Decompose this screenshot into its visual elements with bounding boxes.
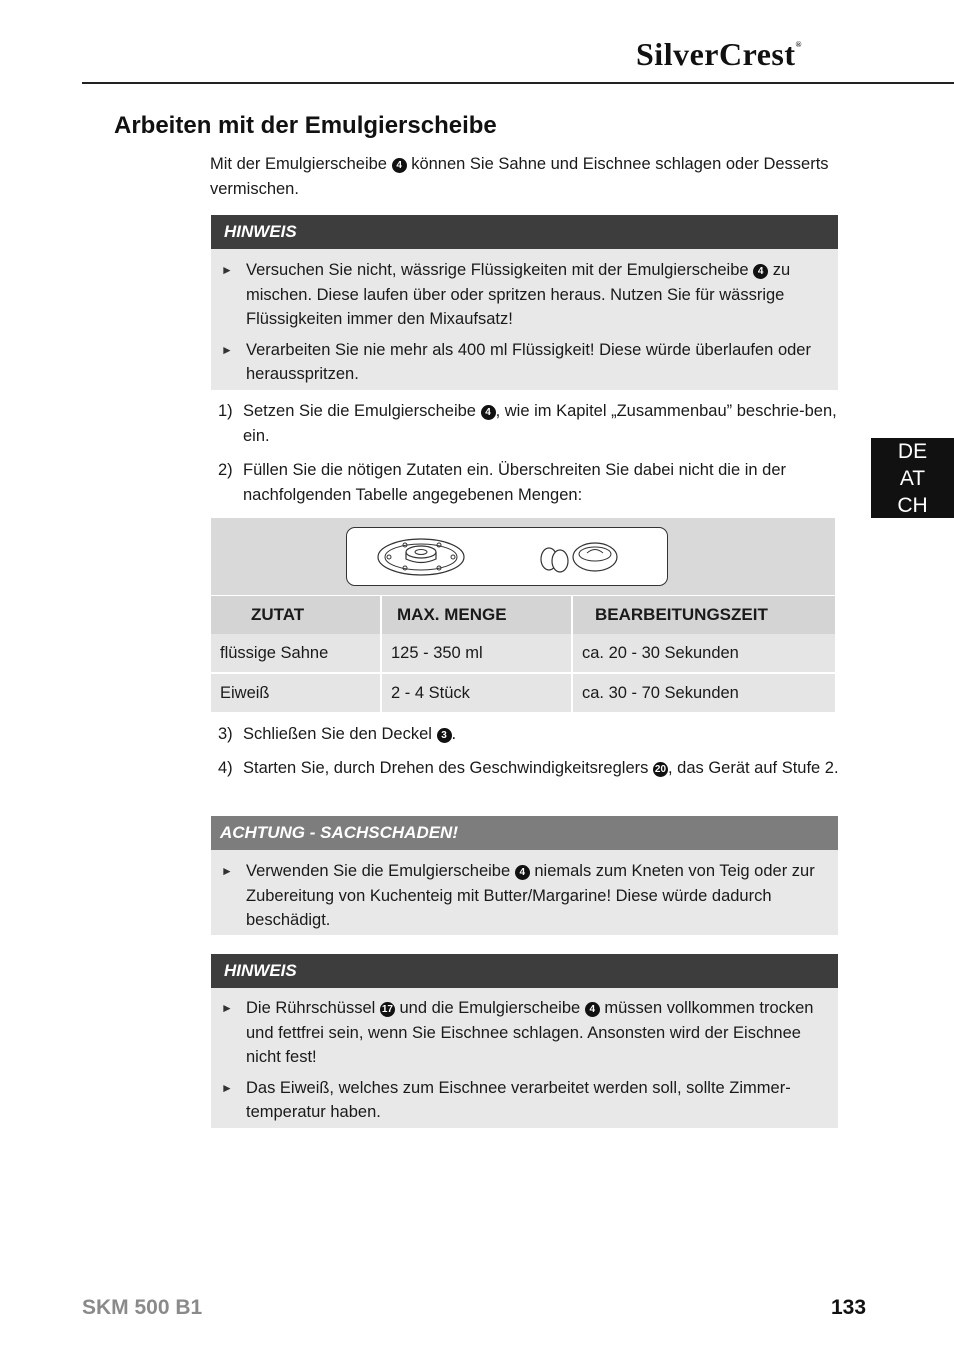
table-cell: 125 - 350 ml — [382, 634, 571, 672]
note-item: ► Die Rührschüssel 17 und die Emulgierscheibe 4 müssen vollkommen trocken und fettfrei sein, wenn Sie Eischnee schlagen. Ansonsten wird der Eischnee nicht fest! — [211, 996, 838, 1070]
illustration-frame — [346, 527, 668, 586]
step-item: 4) Starten Sie, durch Drehen des Geschwindigkeitsreglers 20 , das Gerät auf Stufe 2. — [218, 759, 839, 777]
part-badge-20: 20 — [654, 764, 667, 775]
brand-logo: SilverCrest® — [636, 36, 803, 72]
part-badge-4: 4 — [392, 158, 407, 173]
part-badge-4: 4 — [753, 264, 768, 279]
table-cell: Eiweiß — [211, 674, 380, 712]
table-header-cell: ZUTAT — [211, 596, 380, 634]
emulsifier-disc-illustration — [347, 528, 667, 585]
note-item: ► Versuchen Sie nicht, wässrige Flüssigkeiten mit der Emulgierscheibe 4 zu mischen. Diese laufen über oder spritzen heraus. Nutzen Sie für wässrige Flüssigkeiten immer den Mixaufsatz! — [211, 258, 838, 332]
note-item: ► Verarbeiten Sie nie mehr als 400 ml Flüssigkeit! Diese würde überlaufen oder herausspritzen. — [211, 338, 838, 387]
bullet-arrow-icon: ► — [221, 1080, 233, 1095]
table-cell: ca. 30 - 70 Sekunden — [573, 674, 835, 712]
note-title: HINWEIS — [211, 954, 838, 988]
section-heading: Arbeiten mit der Emulgierscheibe — [114, 112, 497, 139]
table-header-cell: BEARBEITUNGSZEIT — [573, 596, 835, 634]
table-cell: 2 - 4 Stück — [382, 674, 571, 712]
step-item: 3) Schließen Sie den Deckel 3 . — [218, 725, 457, 743]
intro-paragraph: Mit der Emulgierscheibe 4 können Sie Sahne und Eischnee schlagen oder Desserts vermischen. — [210, 155, 829, 198]
note-item: ► Das Eiweiß, welches zum Eischnee verarbeitet werden soll, sollte Zimmer-temperatur haben. — [211, 1076, 838, 1125]
quantity-table — [211, 518, 835, 712]
table-cell: ca. 20 - 30 Sekunden — [573, 634, 835, 672]
note-box-2 — [211, 954, 838, 1128]
language-tab: DE AT CH — [871, 438, 954, 518]
note-title: HINWEIS — [211, 215, 838, 249]
caution-box — [211, 816, 838, 935]
caution-title: ACHTUNG - SACHSCHADEN! — [211, 816, 838, 850]
caution-item: ► Verwenden Sie die Emulgierscheibe 4 niemals zum Kneten von Teig oder zur Zubereitung von Kuchenteig mit Butter/Margarine! Diese würde dadurch beschädigt. — [211, 859, 838, 933]
table-header-cell: MAX. MENGE — [382, 596, 571, 634]
step-item: 2) Füllen Sie die nötigen Zutaten ein. Überschreiten Sie dabei nicht die in der nachfolgenden Tabelle angegebenen Mengen: — [218, 461, 787, 504]
part-badge-4: 4 — [585, 1002, 600, 1017]
page-number: 133 — [831, 1296, 867, 1319]
part-badge-4: 4 — [481, 405, 496, 420]
header-rule — [82, 82, 954, 84]
part-badge-17: 17 — [381, 1004, 393, 1015]
bullet-arrow-icon: ► — [221, 864, 233, 878]
bullet-arrow-icon: ► — [221, 342, 233, 357]
table-illustration-row — [211, 518, 835, 595]
table-cell: flüssige Sahne — [211, 634, 380, 672]
part-badge-3: 3 — [437, 728, 452, 743]
footer-model: SKM 500 B1 — [82, 1296, 203, 1319]
note-box-1 — [211, 215, 838, 390]
step-item: 1) Setzen Sie die Emulgierscheibe 4 , wie im Kapitel „Zusammenbau” beschrie-ben, ein. — [218, 402, 837, 445]
part-badge-4: 4 — [515, 865, 530, 880]
bullet-arrow-icon: ► — [221, 1001, 233, 1015]
bullet-arrow-icon: ► — [221, 263, 233, 277]
